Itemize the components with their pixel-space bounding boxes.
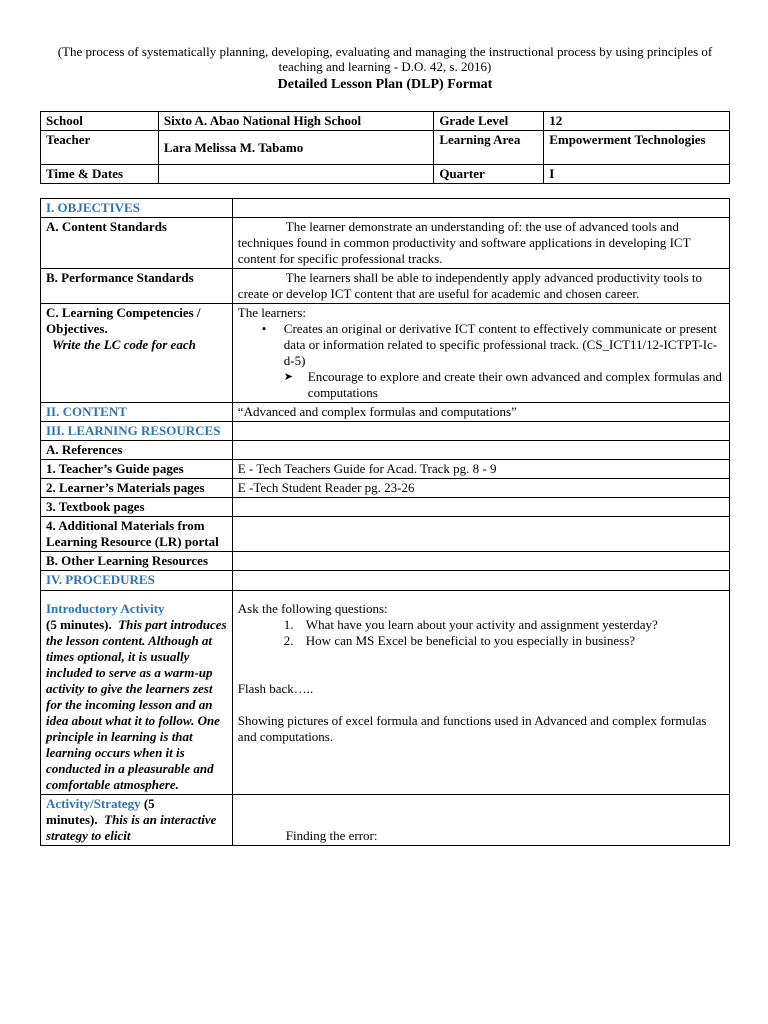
finding-error: Finding the error: [285, 828, 378, 843]
resources-heading: III. LEARNING RESOURCES [41, 422, 233, 441]
competency-arrow: ➤ Encourage to explore and create their own advanced and complex formulas and computations [284, 369, 724, 401]
learners-materials-value: E -Tech Student Reader pg. 23-26 [232, 479, 729, 498]
showing-pictures: Showing pictures of excel formula and functions used in Advanced and complex formulas and computations. [237, 713, 707, 744]
other-resources-label: B. Other Learning Resources [41, 552, 233, 571]
teachers-guide-label: 1. Teacher’s Guide pages [41, 460, 233, 479]
additional-materials-label: 4. Additional Materials from Learning Resource (LR) portal [41, 517, 233, 552]
question-1: What have you learn about your activity and assignment yesterday? [305, 617, 658, 632]
references-label: A. References [41, 441, 233, 460]
activity-strategy-cell: Activity/Strategy (5 minutes). This is an interactive strategy to elicit [41, 795, 233, 846]
procedures-heading: IV. PROCEDURES [41, 571, 233, 591]
question-2: How can MS Excel be beneficial to you especially in business? [305, 633, 636, 648]
introductory-activity-content: Ask the following questions: 1. What have you learn about your activity and assignment yesterday? 2. How can MS Excel be beneficial to you especially in business? Flash back….. Showing pictures of excel formula and functions used in Advanced and complex formulas and computations. [232, 591, 729, 795]
performance-standards-value: The learners shall be able to independently apply advanced productivity tools to create or develop ICT content that are useful for academic and chosen career. [232, 269, 729, 304]
school-label: School [41, 112, 159, 131]
intro-paragraph: (The process of systematically planning, developing, evaluating and managing the instructional process by using principles of teaching and learning - D.O. 42, s. 2016) [57, 44, 713, 74]
quarter-label: Quarter [434, 165, 544, 184]
competencies-value: The learners: • Creates an original or derivative ICT content to effectively communicate or present data or information related to specific professional track. (CS_ICT11/12-ICTPT-Ic-d-5) ➤ Encourage to explore and create their own advanced and complex formulas and computations [232, 304, 729, 403]
content-value: “Advanced and complex formulas and computations” [232, 403, 729, 422]
teachers-guide-value: E - Tech Teachers Guide for Acad. Track pg. 8 - 9 [232, 460, 729, 479]
header-table [40, 111, 730, 184]
dlp-table [40, 198, 730, 846]
objectives-heading: I. OBJECTIVES [41, 199, 233, 218]
introductory-activity-title: Introductory Activity [46, 601, 165, 616]
performance-standards-label: B. Performance Standards [41, 269, 233, 304]
flash-back: Flash back….. [237, 681, 314, 696]
time-value [158, 165, 433, 184]
textbook-label: 3. Textbook pages [41, 498, 233, 517]
learners-materials-label: 2. Learner’s Materials pages [41, 479, 233, 498]
area-label: Learning Area [434, 131, 544, 165]
time-label: Time & Dates [41, 165, 159, 184]
quarter-value: I [544, 165, 730, 184]
grade-value: 12 [544, 112, 730, 131]
introductory-activity-cell: Introductory Activity (5 minutes). This part introduces the lesson content. Although at times optional, it is usually included to serve as a warm-up activity to give the learners zest for the incoming lesson and an idea about what it to follow. One principle in learning is that learning occurs when it is conducted in a pleasurable and comfortable atmosphere. [41, 591, 233, 795]
teacher-label: Teacher [41, 131, 159, 165]
content-standards-value: The learner demonstrate an understanding of: the use of advanced tools and techniques found in common productivity and software applications in developing ICT content for specific professional tracks. [232, 218, 729, 269]
activity-strategy-title: Activity/Strategy [46, 796, 141, 811]
competency-bullet: • Creates an original or derivative ICT content to effectively communicate or present data or information related to specific professional track. (CS_ICT11/12-ICTPT-Ic-d-5) [262, 321, 724, 369]
school-value: Sixto A. Abao National High School [158, 112, 433, 131]
grade-label: Grade Level [434, 112, 544, 131]
teacher-value: Lara Melissa M. Tabamo [158, 131, 433, 165]
content-standards-label: A. Content Standards [41, 218, 233, 269]
competencies-label: C. Learning Competencies / Objectives. Write the LC code for each [41, 304, 233, 403]
area-value: Empowerment Technologies [544, 131, 730, 165]
activity-strategy-content [232, 795, 729, 846]
page-title: Detailed Lesson Plan (DLP) Format [277, 77, 493, 92]
content-heading: II. CONTENT [41, 403, 233, 422]
